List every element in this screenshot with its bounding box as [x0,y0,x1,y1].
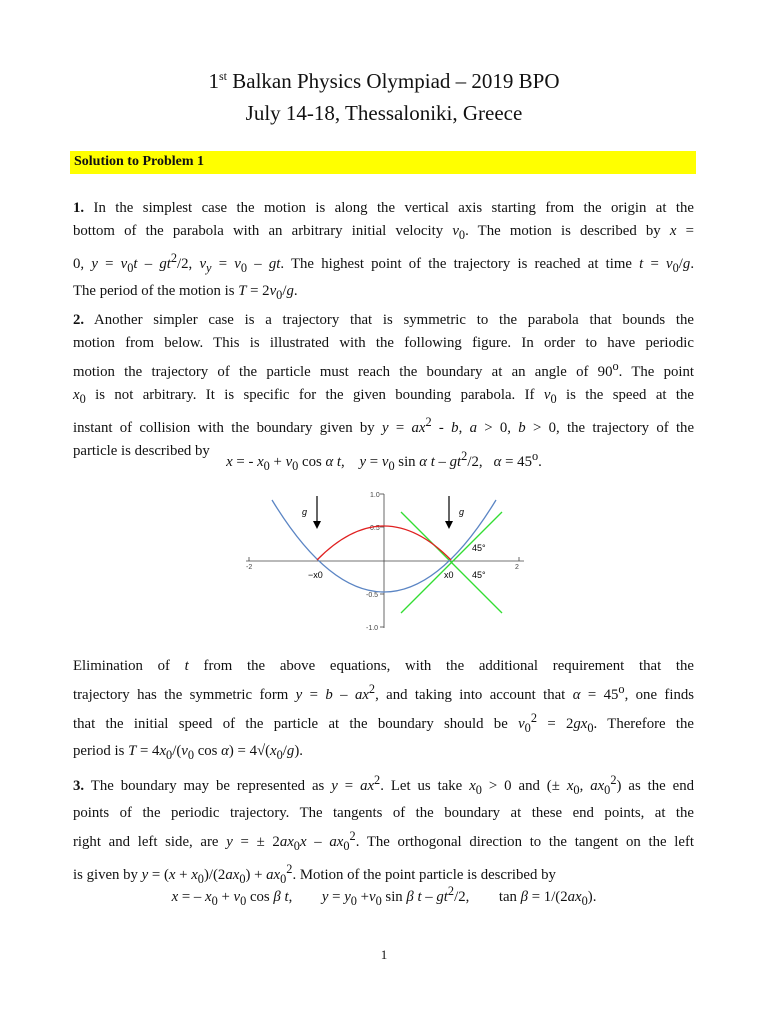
text-line: period is $T = 4x_0/(v_0$ $\cos \alpha) = 4√(x_0/g)$. [73,742,303,762]
x-tick-label: -2 [246,564,253,571]
text-line: 3. The boundary may be represented as $y = ax^2$. Let us take $x_0 > 0$ and (± $x_0$, $ax_0^2$) as the end [73,773,695,797]
text-line: instant of collision with the boundary given by $y = ax^2 - b$, a > 0, b > 0, the trajectory of the [73,414,695,436]
y-tick-label: -0.5 [366,592,379,599]
angle-label: 45° [472,543,486,553]
label-neg-x0: −x0 [308,570,323,580]
label-x0: x0 [444,570,454,580]
y-tick-label: 1.0 [370,492,380,499]
gravity-label: g [459,507,465,517]
text-line: The period of the motion is $T = 2v_0/g$. [73,282,298,302]
text-line: 1. In the simplest case the motion is along the vertical axis starting from the origin at the [73,200,694,216]
section-banner-label: Solution to Problem 1 [74,154,205,169]
y-tick-label: 0.5 [370,525,380,532]
text-line: right and left side, are y = ± $2ax_0x - ax_0^2$. The orthogonal direction to the tangent on the left [73,828,695,853]
trajectory-figure [246,490,526,636]
text-line: motion the trajectory of the particle must reach the boundary at an angle of 90$^o$. The point [73,359,694,380]
x-tick-label: 2 [515,564,519,571]
y-tick-label: -1.0 [366,625,379,632]
text-line: particle is described by [73,442,210,459]
section-banner [70,151,696,174]
figure-axes [246,494,524,628]
text-line: Elimination of t from the above equations, with the additional requirement that the [73,658,694,674]
text-line: 2. Another simpler case is a trajectory that is symmetric to the parabola that bounds the [73,312,694,328]
gravity-arrow [313,496,321,529]
paragraph-2 [73,309,694,463]
text-line: points of the periodic trajectory. The tangents of the boundary at these end points, at the [73,804,694,821]
tangent-lines [401,512,502,613]
page-title-line-2: July 14-18, Thessaloniki, Greece [245,101,523,125]
equation-2: x = – $x_0 + v_0$ cos β t, $y = y_0 +v_0$ sin β t – $gt^2/2$, $\tan \beta = 1/(2ax_0)$. [171,884,597,908]
page-title-line-1: 1st Balkan Physics Olympiad – 2019 BPO [208,69,560,93]
paragraph-1 [73,197,694,307]
text-line: $x_0$ is not arbitrary. It is specific for the given bounding parabola. If $v_0$ is the speed at the [73,386,694,406]
page-number: 1 [380,947,388,962]
figure-tick-labels [246,492,519,632]
equation-1: x = - $x_0 + v_0$ cos α t, $y = v_0$ sin α t – $gt^2/2$, $\alpha = 45^o$. [226,449,542,473]
paragraph-3 [73,655,694,767]
gravity-label: g [302,507,308,517]
paragraph-4 [73,769,694,891]
text-line: that the initial speed of the particle at the boundary should be $v_0^2 = 2gx_0$. Therefore the [73,710,694,735]
angle-label: 45° [472,570,486,580]
gravity-arrow [445,496,453,529]
text-line: bottom of the parabola with an arbitrary initial velocity $v_0$. The motion is described by x = [73,223,694,242]
text-line: trajectory has the symmetric form $y = b - ax^2$, and taking into account that $\alpha = 45^o$, one finds [73,682,694,703]
text-line: is given by $y = (x + x_0)/(2ax_0) + ax_0^2$. Motion of the point particle is described by [73,861,556,886]
text-line: 0, $y = v_0t - gt^2/2$, $v_y = v_0$ – gt. The highest point of the trajectory is reached at time $t = v_0/g$. [73,250,695,275]
text-line: motion from below. This is illustrated with the following figure. In order to have periodic [73,335,694,351]
